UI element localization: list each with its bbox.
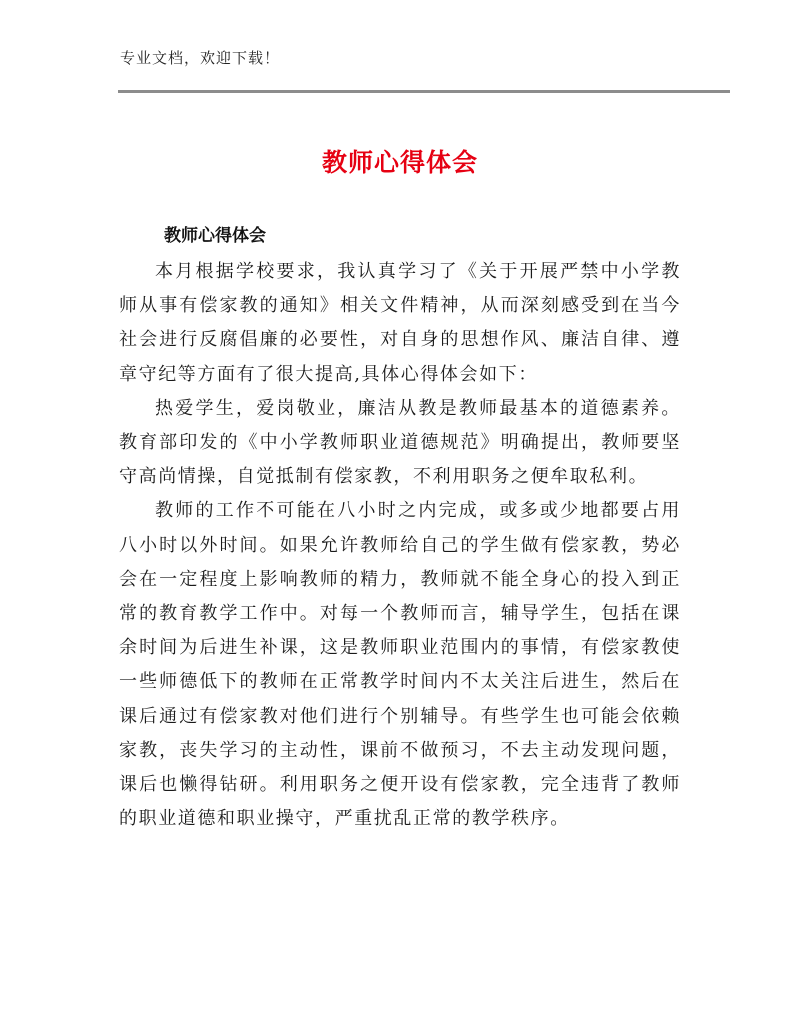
document-subtitle: 教师心得体会: [164, 226, 266, 246]
paragraph-2: 热爱学生，爱岗敬业，廉洁从教是教师最基本的道德素养。教育部印发的《中小学教师职业道德规范》明确提出，教师要坚守高尚情操，自觉抵制有偿家教，不利用职务之便牟取私利。: [119, 397, 681, 488]
document-body: [119, 255, 681, 836]
page-header-text: 专业文档，欢迎下载！: [120, 49, 281, 67]
header-divider: [118, 90, 730, 93]
paragraph-1: 本月根据学校要求，我认真学习了《关于开展严禁中小学教师从事有偿家教的通知》相关文件精神，从而深刻感受到在当今社会进行反腐倡廉的必要性，对自身的思想作风、廉洁自律、遵章守纪等方面有了很大提高,具体心得体会如下：: [119, 261, 681, 385]
paragraph-3: 教师的工作不可能在八小时之内完成，或多或少地都要占用八小时以外时间。如果允许教师给自己的学生做有偿家教，势必会在一定程度上影响教师的精力，教师就不能全身心的投入到正常的教育教学工作中。对每一个教师而言，辅导学生，包括在课余时间为后进生补课，这是教师职业范围内的事情，有偿家教使一些师德低下的教师在正常教学时间内不太关注后进生，然后在课后通过有偿家教对他们进行个别辅导。有些学生也可能会依赖家教，丧失学习的主动性，课前不做预习，不去主动发现问题，课后也懒得钻研。利用职务之便开设有偿家教，完全违背了教师的职业道德和职业操守，严重扰乱正常的教学秩序。: [119, 500, 681, 830]
document-title: 教师心得体会: [321, 148, 478, 177]
